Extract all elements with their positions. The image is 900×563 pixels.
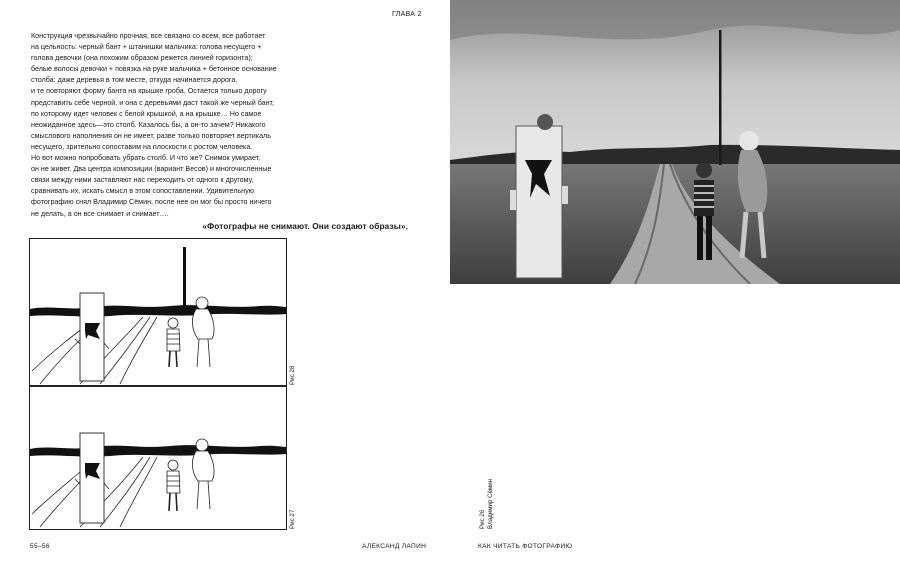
author-name: АЛЕКСАНД ЛАПИН [362,543,427,550]
text-line: он не живет. Два центра композиции (вариант Весов) и многочисленные [31,165,272,174]
text-line: на цельность: черный бант + штанишки мальчика: голова несущего + [31,43,262,52]
figure-27-caption: Рис 27 [289,509,296,529]
text-line: столба: даже деревья в том месте, откуда начинается дорога, [31,76,238,85]
figure-28-sketch [29,238,287,386]
figure-26-credit: Владимир Сёмин [487,478,494,529]
figure-27-sketch [29,386,287,530]
chapter-label: ГЛАВА 2 [392,11,422,18]
text-line: и те повторяют форму банта на крышке гроба. Остается только дорогу [31,87,267,96]
sketch-drawing [30,239,287,386]
text-line: Конструкция чрезвычайно прочная, все связано со всем, все работает [31,32,266,40]
pull-quote: «Фотографы не снимают. Они создают образы». [202,221,408,231]
text-line: сравнивать их, искать смысл в этом сопоставлении. Удивительную [31,187,254,196]
text-line: смыслового наполнения он не имеет, разве только повторяет вертикаль [31,131,271,140]
text-line: Но вот можно попробовать убрать столб. И что же? Снимок умирает, [31,154,261,163]
page-numbers: 55–56 [30,543,50,550]
book-title: КАК ЧИТАТЬ ФОТОГРАФИЮ [478,543,573,550]
body-text [31,31,301,220]
sketch-drawing [30,387,287,530]
text-line: не делать, а он все снимает и снимает…. [31,209,169,218]
text-line: голова девочки (она похожим образом режется линией горизонта); [31,54,253,63]
text-line: неожиданное здесь—это столб. Казалось бы, а он-то зачем? Никакого [31,120,266,129]
text-line: по которому идет человек с белой крышкой, а на крышке… Но самое [31,109,262,118]
photograph [450,0,900,284]
text-line: связи между ними заставляют нас переходить от одного к другому, [31,176,254,185]
figure-28-caption: Рис 28 [289,365,296,385]
text-line: представить себе черной, и она с деревьями даст такой же черный бант, [31,98,275,107]
figure-26-caption: Рис 26 [479,509,486,529]
text-line: белые волосы девочки + повязка на руке мальчика + бетонное основание [31,65,277,74]
text-line: фотографию снял Владимир Сёмин, после нее он мог бы просто ничего [31,198,272,207]
photo-image [450,0,900,284]
text-line: несущего, зрительно сопоставим на плоскости с ростом человека. [31,142,253,151]
